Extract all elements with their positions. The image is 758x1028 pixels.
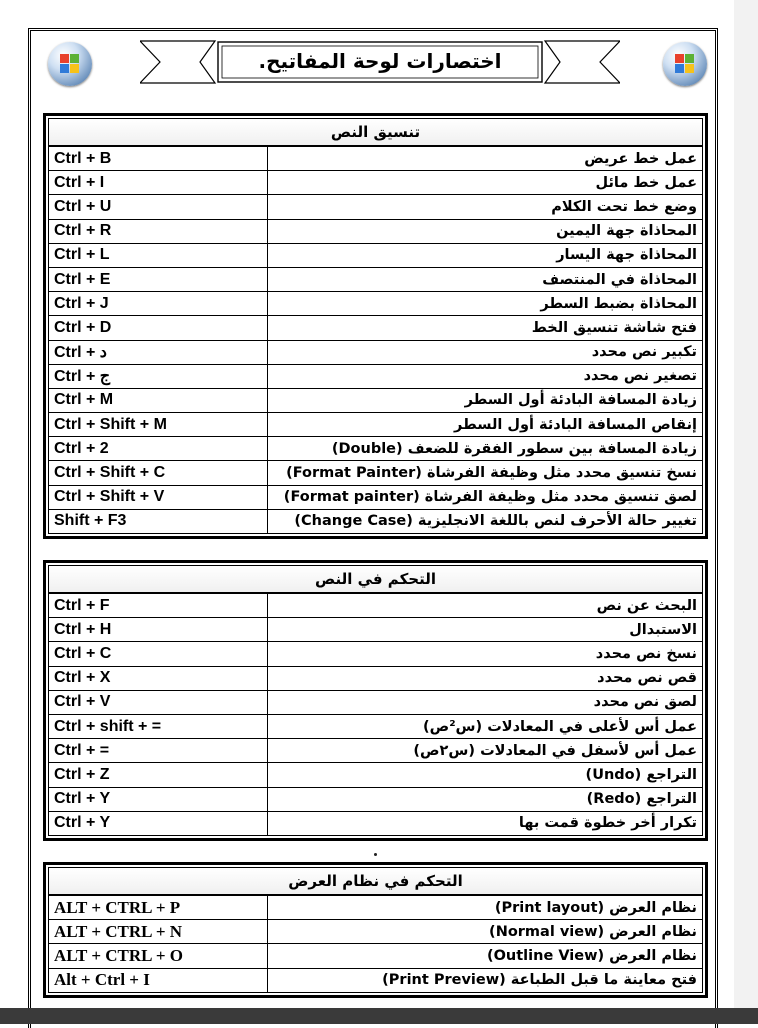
- table-row: [49, 292, 703, 316]
- shortcut-table: [48, 146, 703, 534]
- shortcut-description: فتح شاشة تنسيق الخط: [268, 316, 703, 340]
- table-row: [49, 364, 703, 388]
- shortcut-key: Ctrl + D: [49, 316, 268, 340]
- shortcut-key: Ctrl + د: [49, 340, 268, 364]
- shortcut-key: Ctrl + F: [49, 594, 268, 618]
- shortcut-key: Ctrl + U: [49, 195, 268, 219]
- shortcut-description: لصق تنسيق محدد مثل وظيفة الفرشاة (Format painter): [268, 485, 703, 509]
- table-row: [49, 763, 703, 787]
- shortcut-key: Ctrl + E: [49, 267, 268, 291]
- section-heading: تنسيق النص: [48, 118, 703, 146]
- table-row: [49, 690, 703, 714]
- shortcut-description: قص نص محدد: [268, 666, 703, 690]
- shortcut-description: المحاذاة جهة اليسار: [268, 243, 703, 267]
- section-text-control: [43, 560, 708, 841]
- section-view-control: [43, 862, 708, 998]
- shortcut-description: تكرار أخر خطوة قمت بها: [268, 811, 703, 835]
- shortcut-description: المحاذاة بضبط السطر: [268, 292, 703, 316]
- table-row: [49, 388, 703, 412]
- shortcut-description: عمل خط عريض: [268, 147, 703, 171]
- table-row: [49, 896, 703, 920]
- table-row: [49, 147, 703, 171]
- shortcut-key: Ctrl + V: [49, 690, 268, 714]
- table-row: [49, 811, 703, 835]
- shortcut-description: عمل خط مائل: [268, 171, 703, 195]
- shortcut-description: البحث عن نص: [268, 594, 703, 618]
- table-row: [49, 340, 703, 364]
- table-row: [49, 968, 703, 992]
- shortcut-description: نظام العرض (Print layout): [268, 896, 703, 920]
- shortcut-key: Ctrl + J: [49, 292, 268, 316]
- section-heading: التحكم في نظام العرض: [48, 867, 703, 895]
- title-banner: [140, 38, 620, 86]
- bottom-bar: [0, 1008, 758, 1024]
- table-row: [49, 316, 703, 340]
- table-row: [49, 739, 703, 763]
- shortcut-key: Ctrl + X: [49, 666, 268, 690]
- table-row: [49, 195, 703, 219]
- shortcut-key: Ctrl + Shift + M: [49, 413, 268, 437]
- table-row: [49, 714, 703, 738]
- stray-dot: [374, 853, 377, 856]
- shortcut-key: Ctrl + Shift + V: [49, 485, 268, 509]
- shortcut-key: Ctrl + 2: [49, 437, 268, 461]
- shortcut-description: تصغير نص محدد: [268, 364, 703, 388]
- shortcut-key: Ctrl + H: [49, 618, 268, 642]
- page-edge: [734, 0, 758, 1010]
- shortcut-key: ALT + CTRL + N: [49, 920, 268, 944]
- shortcut-description: تغيير حالة الأحرف لنص باللغة الانجليزية (Change Case): [268, 509, 703, 533]
- table-row: [49, 461, 703, 485]
- shortcut-description: المحاذاة جهة اليمين: [268, 219, 703, 243]
- shortcut-key: Ctrl + =: [49, 739, 268, 763]
- shortcut-description: تكبير نص محدد: [268, 340, 703, 364]
- shortcut-description: وضع خط تحت الكلام: [268, 195, 703, 219]
- shortcut-description: فتح معاينة ما قبل الطباعة (Print Preview): [268, 968, 703, 992]
- shortcut-description: نسخ تنسيق محدد مثل وظيفة الفرشاة (Format Painter): [268, 461, 703, 485]
- shortcut-description: زيادة المسافة البادئة أول السطر: [268, 388, 703, 412]
- windows-logo-icon: [663, 42, 707, 86]
- table-row: [49, 944, 703, 968]
- section-text-formatting: [43, 113, 708, 539]
- shortcut-description: التراجع (Undo): [268, 763, 703, 787]
- table-row: [49, 219, 703, 243]
- shortcut-description: عمل أس لأعلى في المعادلات (س²ص): [268, 714, 703, 738]
- table-row: [49, 920, 703, 944]
- shortcut-description: التراجع (Redo): [268, 787, 703, 811]
- shortcut-key: Ctrl + Shift + C: [49, 461, 268, 485]
- table-row: [49, 437, 703, 461]
- shortcut-description: نسخ نص محدد: [268, 642, 703, 666]
- shortcut-key: Ctrl + C: [49, 642, 268, 666]
- shortcut-description: نظام العرض (Normal view): [268, 920, 703, 944]
- table-row: [49, 267, 703, 291]
- shortcut-key: Shift + F3: [49, 509, 268, 533]
- shortcut-key: Ctrl + M: [49, 388, 268, 412]
- shortcut-key: Ctrl + I: [49, 171, 268, 195]
- table-row: [49, 787, 703, 811]
- shortcut-key: Ctrl + Y: [49, 787, 268, 811]
- page-title: اختصارات لوحة المفاتيح.: [258, 49, 502, 73]
- shortcut-key: Ctrl + B: [49, 147, 268, 171]
- shortcut-key: Alt + Ctrl + I: [49, 968, 268, 992]
- section-heading: التحكم في النص: [48, 565, 703, 593]
- shortcut-table: [48, 593, 703, 836]
- table-row: [49, 594, 703, 618]
- table-row: [49, 171, 703, 195]
- table-row: [49, 243, 703, 267]
- shortcut-description: زيادة المسافة بين سطور الفقرة للضعف (Double): [268, 437, 703, 461]
- shortcut-key: Ctrl + Y: [49, 811, 268, 835]
- windows-logo-icon: [48, 42, 92, 86]
- shortcut-table: [48, 895, 703, 993]
- shortcut-description: عمل أس لأسفل في المعادلات (س٢ص): [268, 739, 703, 763]
- shortcut-key: Ctrl + L: [49, 243, 268, 267]
- table-row: [49, 485, 703, 509]
- shortcut-key: Ctrl + shift + =: [49, 714, 268, 738]
- shortcut-key: ALT + CTRL + P: [49, 896, 268, 920]
- shortcut-key: Ctrl + R: [49, 219, 268, 243]
- shortcut-description: المحاذاة في المنتصف: [268, 267, 703, 291]
- table-row: [49, 642, 703, 666]
- table-row: [49, 618, 703, 642]
- shortcut-description: الاستبدال: [268, 618, 703, 642]
- table-row: [49, 666, 703, 690]
- shortcut-description: لصق نص محدد: [268, 690, 703, 714]
- shortcut-key: Ctrl + Z: [49, 763, 268, 787]
- shortcut-description: إنقاص المسافة البادئة أول السطر: [268, 413, 703, 437]
- table-row: [49, 509, 703, 533]
- table-row: [49, 413, 703, 437]
- shortcut-description: نظام العرض (Outline View): [268, 944, 703, 968]
- shortcut-key: ALT + CTRL + O: [49, 944, 268, 968]
- shortcut-key: Ctrl + ج: [49, 364, 268, 388]
